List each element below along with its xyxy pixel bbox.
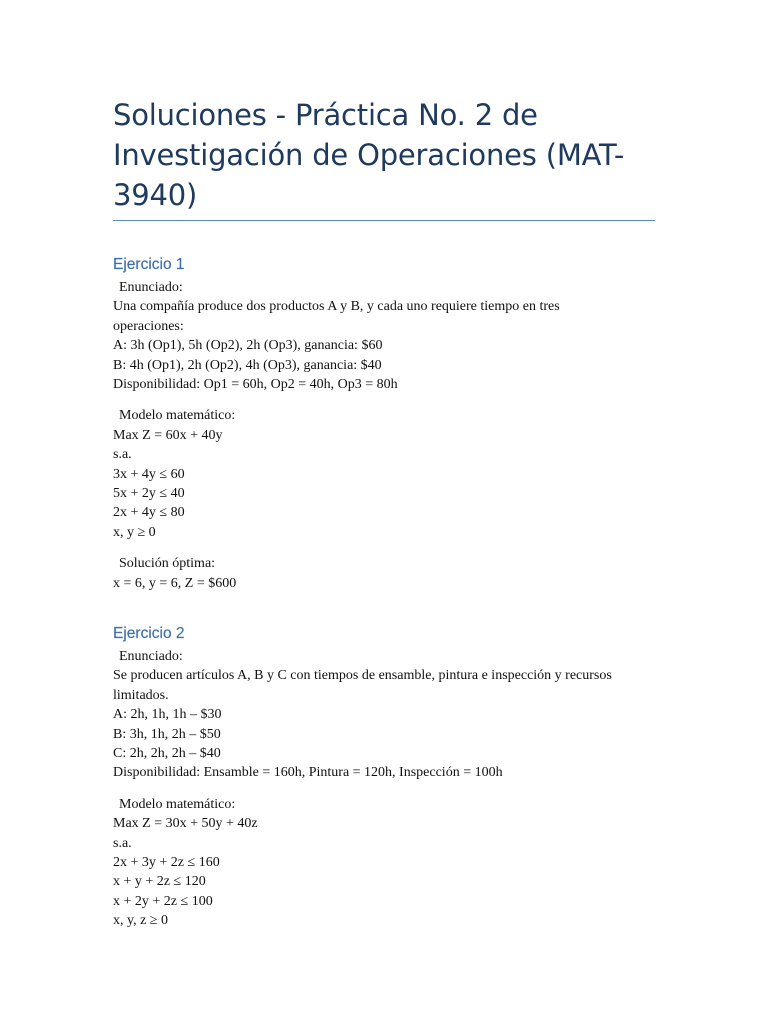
- solution-line: x = 6, y = 6, Z = $600: [113, 575, 237, 591]
- solution-label: Solución óptima:: [119, 556, 216, 572]
- exercise-1-solution: [113, 554, 655, 593]
- model-line: Max Z = 60x + 40y: [113, 427, 223, 443]
- exercise-1-model: [113, 406, 655, 542]
- statement-text: Se producen artículos A, B y C con tiempos de ensamble, pintura e inspección y recursos limitados.: [113, 668, 612, 703]
- statement-line: B: 3h, 1h, 2h – $50: [113, 726, 221, 742]
- model-line: Max Z = 30x + 50y + 40z: [113, 816, 258, 832]
- exercise-1-heading: Ejercicio 1: [113, 256, 185, 273]
- model-line: x, y ≥ 0: [113, 524, 156, 540]
- model-line: 2x + 4y ≤ 80: [113, 505, 185, 521]
- statement-line: Disponibilidad: Op1 = 60h, Op2 = 40h, Op3 = 80h: [113, 377, 398, 393]
- model-line: 5x + 2y ≤ 40: [113, 486, 185, 502]
- model-line: x + 2y + 2z ≤ 100: [113, 893, 213, 909]
- statement-line: A: 3h (Op1), 5h (Op2), 2h (Op3), ganancia: $60: [113, 338, 383, 354]
- exercise-1-statement: [113, 278, 655, 394]
- exercise-2-statement: [113, 647, 655, 783]
- title-divider: [113, 220, 655, 221]
- exercise-2-heading: Ejercicio 2: [113, 625, 185, 642]
- model-label: Modelo matemático:: [119, 796, 236, 812]
- statement-text: Una compañía produce dos productos A y B, y cada uno requiere tiempo en tres operaciones:: [113, 299, 560, 334]
- statement-label: Enunciado:: [119, 280, 183, 295]
- statement-line: B: 4h (Op1), 2h (Op2), 4h (Op3), ganancia: $40: [113, 357, 382, 373]
- exercise-2-model: [113, 795, 655, 931]
- model-label: Modelo matemático:: [119, 408, 236, 424]
- statement-line: Disponibilidad: Ensamble = 160h, Pintura = 120h, Inspección = 100h: [113, 765, 503, 781]
- model-line: 2x + 3y + 2z ≤ 160: [113, 855, 220, 871]
- model-line: x + y + 2z ≤ 120: [113, 874, 206, 890]
- model-line: 3x + 4y ≤ 60: [113, 466, 185, 482]
- page-title: Soluciones - Práctica No. 2 de Investigación de Operaciones (MAT-3940): [113, 98, 625, 212]
- statement-label: Enunciado:: [119, 649, 183, 664]
- model-line: s.a.: [113, 835, 132, 851]
- exercise-2-section: [113, 624, 655, 931]
- model-line: s.a.: [113, 447, 132, 463]
- exercise-1-section: [113, 255, 655, 593]
- statement-line: A: 2h, 1h, 1h – $30: [113, 707, 222, 723]
- model-line: x, y, z ≥ 0: [113, 913, 168, 929]
- statement-line: C: 2h, 2h, 2h – $40: [113, 746, 221, 762]
